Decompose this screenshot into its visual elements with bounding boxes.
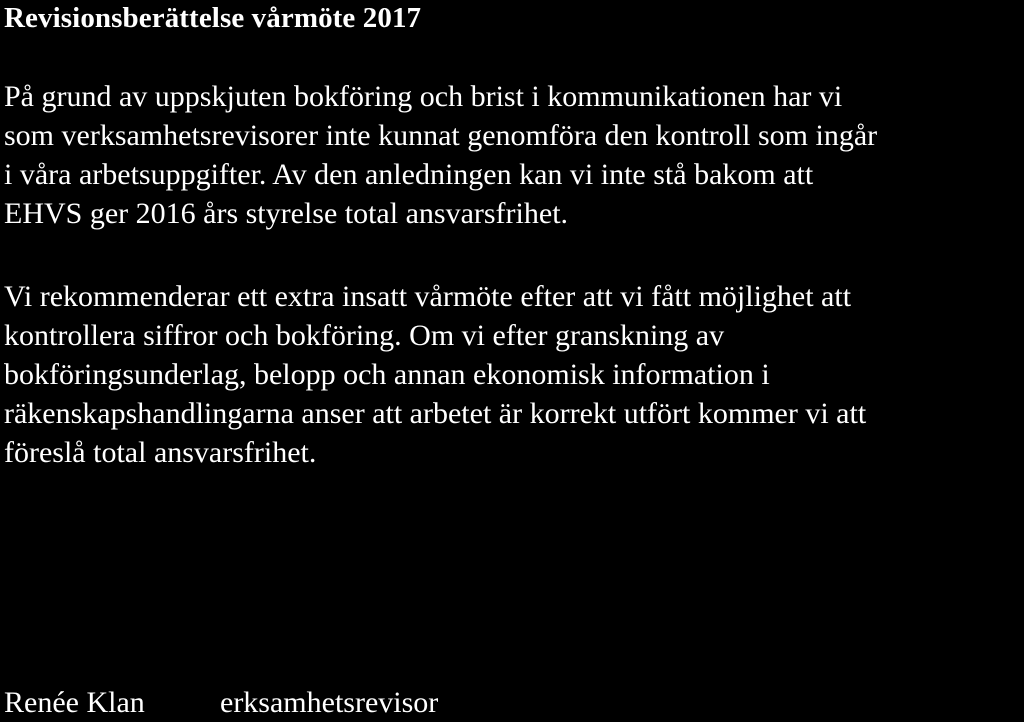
paragraph-line: som verksamhetsrevisorer inte kunnat genomföra den kontroll som ingår (4, 119, 878, 152)
paragraph-line: På grund av uppskjuten bokföring och brist i kommunikationen har vi (4, 80, 843, 113)
signature-block (4, 683, 439, 722)
paragraph-line: i våra arbetsuppgifter. Av den anledningen kan vi inte stå bakom att (4, 158, 814, 191)
paragraph-line: kontrollera siffror och bokföring. Om vi efter granskning av (4, 319, 725, 352)
paragraph-line: räkenskapshandlingarna anser att arbetet är korrekt utfört kommer vi att (4, 397, 867, 430)
paragraph-2 (4, 277, 866, 472)
paragraph-line: bokföringsunderlag, belopp och annan ekonomisk information i (4, 358, 770, 391)
signature-role: erksamhetsrevisor (220, 686, 439, 719)
paragraph-line: Vi rekommenderar ett extra insatt vårmöte efter att vi fått möjlighet att (4, 280, 852, 313)
paragraph-1 (4, 77, 877, 233)
paragraph-line: föreslå total ansvarsfrihet. (4, 436, 317, 469)
paragraph-line: EHVS ger 2016 års styrelse total ansvarsfrihet. (4, 197, 569, 230)
document-title: Revisionsberättelse vårmöte 2017 (4, 2, 422, 34)
signature-name: Renée Klan (4, 686, 145, 719)
